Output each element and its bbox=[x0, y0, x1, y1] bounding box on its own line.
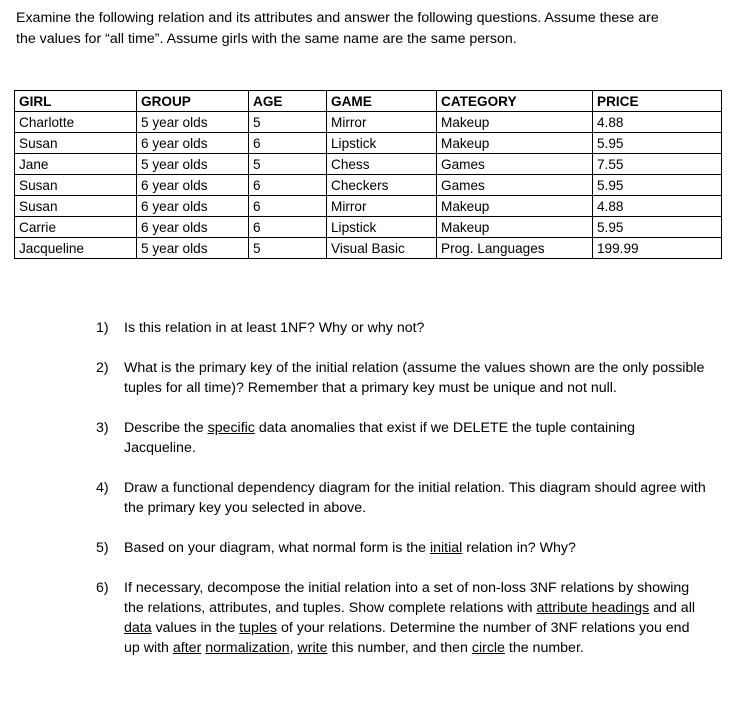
cell-age: 5 bbox=[249, 238, 327, 259]
cell-game: Chess bbox=[327, 154, 437, 175]
question-text-part: data anomalies that exist if we DELETE the tuple containing Jacqueline. bbox=[124, 420, 636, 456]
cell-game: Lipstick bbox=[327, 133, 437, 154]
cell-group: 6 year olds bbox=[137, 217, 249, 238]
table-row bbox=[15, 133, 722, 154]
question-text-part: this number, and then bbox=[327, 640, 472, 656]
underlined-word: normalization, bbox=[205, 640, 294, 656]
question-text-part: Is this relation in at least 1NF? Why or why not? bbox=[124, 320, 425, 336]
question-text-part: What is the primary key of the initial relation (assume the values shown are the only possible tuples for all time)? Remember that a primary key must be unique and not null. bbox=[124, 360, 705, 396]
cell-category: Games bbox=[437, 175, 593, 196]
cell-price: 5.95 bbox=[593, 175, 722, 196]
cell-girl: Susan bbox=[15, 196, 137, 217]
cell-group: 6 year olds bbox=[137, 175, 249, 196]
question-number: 1) bbox=[96, 320, 109, 336]
cell-price: 4.88 bbox=[593, 196, 722, 217]
underlined-word: after bbox=[172, 640, 202, 656]
table-row bbox=[15, 175, 722, 196]
question-text-part: relation in? Why? bbox=[462, 540, 576, 556]
question-text-part: If necessary, decompose the initial relation into a set of non-loss 3NF relations by showing the relations, attributes, and tuples. Show complete relations with bbox=[124, 580, 690, 616]
cell-category: Makeup bbox=[437, 112, 593, 133]
question-1 bbox=[96, 318, 706, 338]
cell-game: Visual Basic bbox=[327, 238, 437, 259]
intro-paragraph bbox=[16, 8, 716, 50]
question-6 bbox=[96, 578, 706, 658]
cell-category: Makeup bbox=[437, 217, 593, 238]
cell-girl: Charlotte bbox=[15, 112, 137, 133]
header-price: PRICE bbox=[593, 91, 722, 112]
question-text-part: of your relations. Determine the number of 3NF relations you end up with bbox=[124, 620, 690, 656]
cell-age: 6 bbox=[249, 217, 327, 238]
table-row bbox=[15, 238, 722, 259]
question-list bbox=[96, 318, 706, 678]
table-row bbox=[15, 217, 722, 238]
cell-game: Mirror bbox=[327, 196, 437, 217]
question-text-part: and all bbox=[649, 600, 695, 616]
question-5 bbox=[96, 538, 706, 558]
cell-girl: Susan bbox=[15, 133, 137, 154]
cell-group: 6 year olds bbox=[137, 133, 249, 154]
cell-girl: Jacqueline bbox=[15, 238, 137, 259]
question-4 bbox=[96, 478, 706, 518]
question-text-part: the number. bbox=[504, 640, 584, 656]
cell-group: 5 year olds bbox=[137, 112, 249, 133]
cell-price: 5.95 bbox=[593, 133, 722, 154]
table-header-row bbox=[15, 91, 722, 112]
question-text bbox=[124, 538, 706, 558]
underlined-word: data bbox=[124, 620, 152, 636]
cell-age: 5 bbox=[249, 112, 327, 133]
underlined-word: circle bbox=[471, 640, 505, 656]
cell-group: 5 year olds bbox=[137, 154, 249, 175]
cell-category: Makeup bbox=[437, 133, 593, 154]
question-text-part: Draw a functional dependency diagram for the initial relation. This diagram should agree with the primary key you selected in above. bbox=[124, 480, 706, 516]
cell-age: 5 bbox=[249, 154, 327, 175]
cell-game: Mirror bbox=[327, 112, 437, 133]
cell-age: 6 bbox=[249, 133, 327, 154]
question-text bbox=[124, 358, 706, 398]
table-row bbox=[15, 112, 722, 133]
relation-table bbox=[14, 90, 722, 259]
question-text bbox=[124, 578, 706, 658]
cell-girl: Carrie bbox=[15, 217, 137, 238]
underlined-word: attribute headings bbox=[536, 600, 650, 616]
cell-girl: Susan bbox=[15, 175, 137, 196]
cell-category: Prog. Languages bbox=[437, 238, 593, 259]
underlined-word: specific bbox=[207, 420, 255, 436]
question-text-part: Based on your diagram, what normal form is the bbox=[124, 540, 430, 556]
underlined-word: initial bbox=[429, 540, 463, 556]
cell-price: 5.95 bbox=[593, 217, 722, 238]
question-number: 2) bbox=[96, 360, 109, 376]
table-row bbox=[15, 196, 722, 217]
intro-line-2: the values for “all time”. Assume girls with the same name are the same person. bbox=[16, 31, 517, 47]
cell-game: Lipstick bbox=[327, 217, 437, 238]
header-category: CATEGORY bbox=[437, 91, 593, 112]
question-number: 3) bbox=[96, 420, 109, 436]
underlined-word: tuples bbox=[239, 620, 278, 636]
question-2 bbox=[96, 358, 706, 398]
cell-price: 4.88 bbox=[593, 112, 722, 133]
cell-category: Makeup bbox=[437, 196, 593, 217]
question-text bbox=[124, 318, 706, 338]
header-game: GAME bbox=[327, 91, 437, 112]
cell-price: 199.99 bbox=[593, 238, 722, 259]
cell-category: Games bbox=[437, 154, 593, 175]
cell-age: 6 bbox=[249, 175, 327, 196]
question-number: 6) bbox=[96, 580, 109, 596]
header-girl: GIRL bbox=[15, 91, 137, 112]
underlined-word: write bbox=[297, 640, 328, 656]
question-text bbox=[124, 478, 706, 518]
cell-girl: Jane bbox=[15, 154, 137, 175]
question-text-part: values in the bbox=[151, 620, 240, 636]
header-age: AGE bbox=[249, 91, 327, 112]
question-3 bbox=[96, 418, 706, 458]
question-number: 5) bbox=[96, 540, 109, 556]
intro-line-1: Examine the following relation and its attributes and answer the following questions. Assume these are bbox=[16, 10, 659, 26]
cell-group: 6 year olds bbox=[137, 196, 249, 217]
question-text-part: Describe the bbox=[124, 420, 208, 436]
table-row bbox=[15, 154, 722, 175]
cell-game: Checkers bbox=[327, 175, 437, 196]
cell-group: 5 year olds bbox=[137, 238, 249, 259]
cell-age: 6 bbox=[249, 196, 327, 217]
question-number: 4) bbox=[96, 480, 109, 496]
question-text bbox=[124, 418, 706, 458]
header-group: GROUP bbox=[137, 91, 249, 112]
cell-price: 7.55 bbox=[593, 154, 722, 175]
